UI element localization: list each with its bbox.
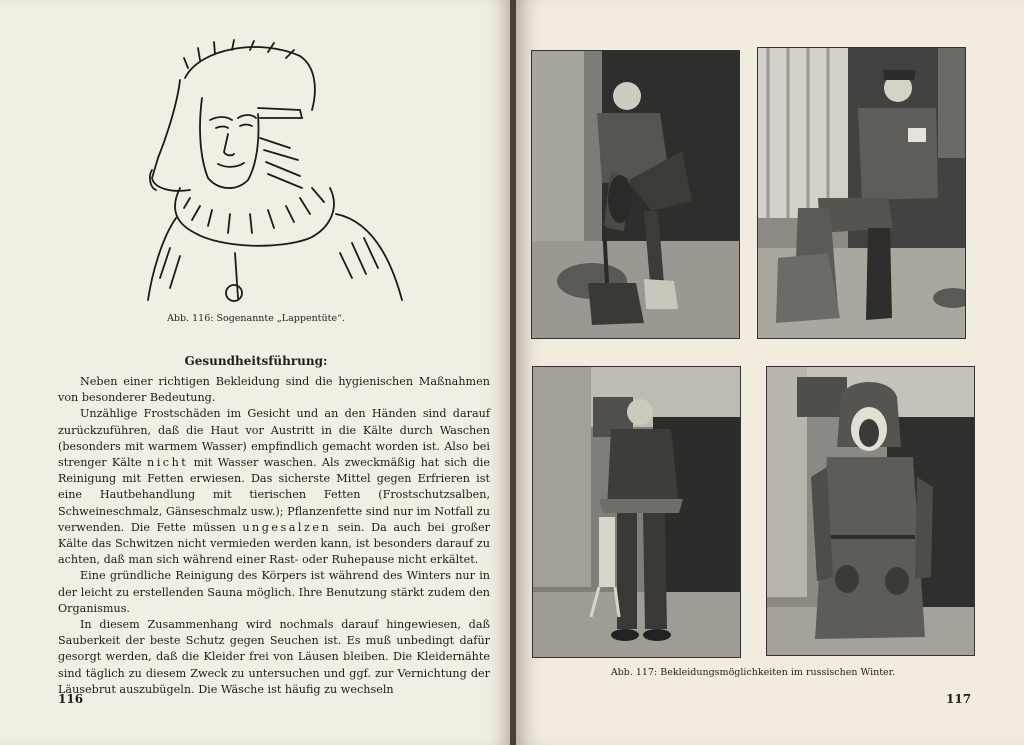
page-number-right: 117: [946, 692, 972, 706]
body-text: [58, 374, 490, 698]
section-heading: Gesundheitsführung:: [184, 354, 328, 368]
photo-seated-man-boot: [531, 50, 740, 339]
paragraph-2-part-c: sein. Da auch bei großer Kälte das Schwitzen nicht vermieden werden kann, ist besonders darauf zu achten, daß man sich während einer Rast- oder Ruhepause nicht erkältet.: [58, 520, 490, 567]
photo-standing-man-trousers: [532, 366, 741, 658]
photo-hooded-parka: [766, 366, 975, 656]
hood-sketch-illustration: [140, 38, 410, 308]
paragraph-4: In diesem Zusammenhang wird nochmals darauf hingewiesen, daß Sauberkeit der beste Schutz gegen Seuchen ist. Es muß unbedingt dafür gesorgt werden, daß die Kleider frei von Läusen bleiben. Die Kleidernähte sind täglich zu diesem Zweck zu untersuchen und ggf. zur Vernichtung der Läusebrut auszubügeln. Die Wäsche ist häufig zu wechseln: [58, 618, 490, 696]
photo-seated-soldier-felt-boots: [757, 47, 966, 339]
paragraph-2: [58, 406, 490, 568]
paragraph-2-part-a: Unzählige Frostschäden im Gesicht und an den Händen sind darauf zurückzuführen, daß die Haut vor Austritt in die Kälte durch Waschen (besonders mit warmem Wasser) empfindlich gemacht worden ist. Also bei strenger Kälte: [58, 407, 490, 470]
emphasis-nicht: nicht: [147, 456, 189, 470]
page-number-left: 116: [58, 692, 84, 706]
emphasis-ungesalzen: ungesalzen: [242, 520, 332, 534]
figure-117-caption: Abb. 117: Bekleidungsmöglichkeiten im russischen Winter.: [610, 667, 896, 678]
paragraph-2-part-b: mit Wasser waschen. Als zweckmäßig hat sich die Reinigung mit Fetten erwiesen. Das sicherste Mittel gegen Erfrieren ist eine Hautbehandlung mit tierischen Fetten (Frostschutzsalben, Schweineschmalz, Gänseschmalz usw.); Pflanzenfette sind nur im Notfall zu verwenden. Die Fette müssen: [58, 456, 490, 534]
paragraph-3: Eine gründliche Reinigung des Körpers ist während des Winters nur in der leicht zu erstellenden Sauna möglich. Ihre Benutzung stärkt zudem den Organismus.: [58, 569, 490, 615]
paragraph-1: Neben einer richtigen Bekleidung sind die hygienischen Maßnahmen von besonderer Bedeutung.: [58, 375, 490, 405]
figure-116-caption: Abb. 116: Sogenannte „Lappentüte“.: [167, 313, 345, 324]
